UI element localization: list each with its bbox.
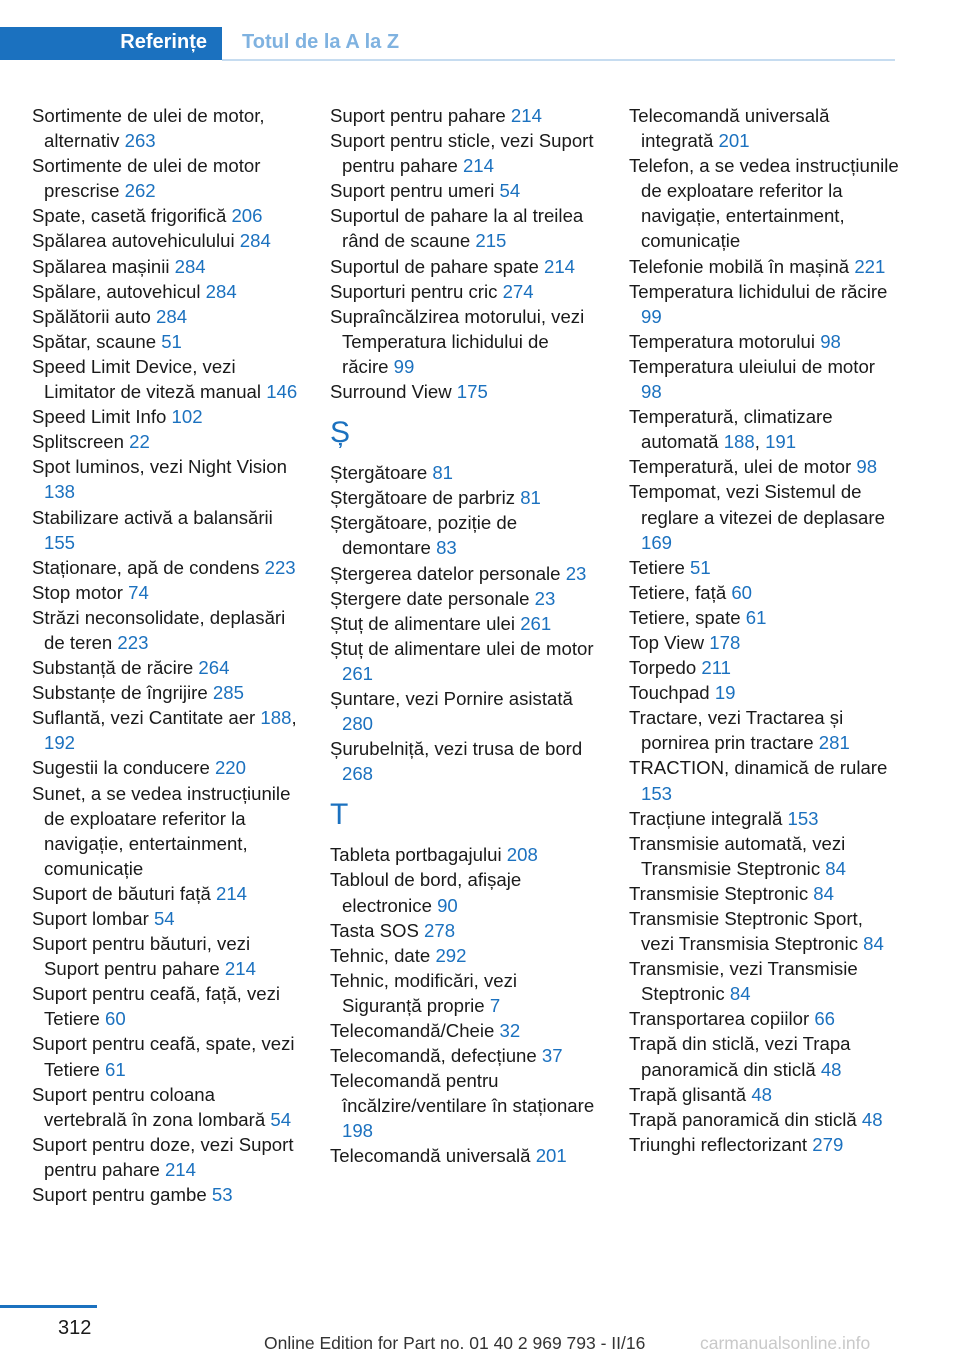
breadcrumb: Totul de la A la Z: [242, 31, 400, 53]
index-entry-text: Tetiere, spate: [629, 606, 746, 628]
page-link[interactable]: 32: [499, 1020, 521, 1041]
page-link[interactable]: 192: [44, 732, 76, 754]
index-entry-text: Supraîncălzirea motorului, vezi Temperatura lichidului de răcire: [330, 305, 585, 377]
index-entry: [32, 203, 302, 228]
index-entry: [32, 505, 302, 555]
index-entry: [629, 580, 899, 605]
page-link[interactable]: 84: [813, 882, 834, 904]
page-link[interactable]: 84: [729, 983, 751, 1005]
index-entry-text: Speed Limit Device, vezi Limitator de viteză manual: [32, 355, 267, 403]
page-link[interactable]: 214: [462, 155, 494, 177]
index-entry-text: Telecomandă pentru încălzire/ventilare în staționare: [330, 1070, 595, 1117]
page-link[interactable]: 90: [437, 894, 458, 916]
index-entry-text: Tractare, vezi Tractarea și pornirea prin tractare: [629, 707, 844, 754]
index-entry-text: Ștuț de alimentare ulei de motor: [330, 637, 594, 659]
index-entry: [32, 931, 302, 981]
index-entry: [629, 279, 899, 329]
page-link[interactable]: 263: [124, 130, 156, 152]
edition-text: Online Edition for Part no. 01 40 2 969 793 - II/16: [264, 1333, 646, 1353]
index-entry: [629, 1006, 899, 1031]
index-entry: [629, 630, 899, 655]
index-entry-text: Spătar, scaune: [32, 330, 162, 352]
page-link[interactable]: 48: [820, 1058, 842, 1080]
page-link[interactable]: 284: [156, 305, 188, 327]
index-entry-text: Transmisie, vezi Transmisie Steptronic: [629, 958, 858, 1005]
page-link[interactable]: 278: [424, 919, 456, 941]
index-entry-text: Spălarea autovehiculului: [32, 230, 240, 252]
page-link[interactable]: 54: [270, 1108, 292, 1130]
index-entry: [32, 605, 302, 655]
index-entry-text: Transmisie Steptronic Sport, vezi Transmisia Steptronic: [629, 908, 864, 955]
index-entry-text: Staționare, apă de condens: [32, 556, 265, 578]
index-entry: [32, 580, 302, 605]
index-entry: [629, 153, 899, 253]
index-entry: [330, 203, 600, 253]
index-entry-text: Tracțiune integrală: [629, 807, 788, 829]
page-link[interactable]: 264: [198, 657, 230, 679]
index-entry: [32, 329, 302, 354]
index-entry: [32, 881, 302, 906]
index-entry: [629, 705, 899, 755]
index-entry: [629, 755, 899, 805]
index-entry: [629, 605, 899, 630]
index-entry-text: Ștergerea datelor personale: [330, 562, 566, 584]
page-link[interactable]: 23: [565, 562, 587, 584]
index-entry-text: Speed Limit Info: [32, 406, 172, 428]
index-entry: [330, 943, 600, 968]
index-entry-text: Temperatura uleiului de motor: [629, 355, 875, 377]
index-entry-text: Suporturi pentru cric: [330, 280, 503, 302]
index-entry: [629, 1031, 899, 1081]
index-entry: [32, 279, 302, 304]
index-entry: [32, 1082, 302, 1132]
index-entry-text: Tableta portbagajului: [330, 844, 507, 866]
index-entry: [32, 680, 302, 705]
index-entry-text: Spot luminos, vezi Night Vision: [32, 456, 287, 478]
index-entry: [629, 1132, 899, 1157]
index-entry: [629, 479, 899, 554]
index-entry-text: Suportul de pahare spate: [330, 255, 544, 277]
page-link[interactable]: 153: [641, 782, 673, 804]
section-tab: [0, 27, 222, 60]
index-entry-text: Tehnic, date: [330, 944, 436, 966]
index-entry: [330, 1143, 600, 1168]
index-entry: [32, 103, 302, 153]
index-entry-text: Telecomandă universală integrată: [629, 105, 830, 152]
index-entry-text: Spălătorii auto: [32, 305, 157, 327]
index-entry-text: Suport pentru ceafă, față, vezi Tetiere: [32, 983, 281, 1030]
page-link[interactable]: 285: [212, 682, 244, 704]
index-entry: [629, 956, 899, 1006]
index-entry-text: Triunghi reflectorizant: [629, 1133, 813, 1155]
page-link[interactable]: 201: [718, 130, 750, 152]
index-entry-text: Ștergătoare, poziție de demontare: [330, 512, 518, 559]
page-link[interactable]: 146: [266, 381, 298, 403]
index-entry: Suflantă, vezi Cantitate aer 188, 192: [32, 707, 297, 754]
page-link[interactable]: 98: [641, 381, 662, 403]
index-entry-text: Ștergere date personale: [330, 587, 535, 609]
page-link[interactable]: 169: [641, 531, 673, 553]
index-entry-text: Spălare, autovehicul: [32, 280, 206, 302]
page-link[interactable]: 214: [164, 1158, 196, 1180]
index-entry: [330, 611, 600, 636]
page-link[interactable]: 262: [124, 180, 156, 202]
page-link[interactable]: 19: [714, 682, 736, 704]
page-link[interactable]: 84: [825, 857, 846, 879]
index-entry-text: Spate, casetă frigorifică: [32, 205, 232, 227]
index-entry: [330, 379, 600, 404]
index-entry: [330, 636, 600, 686]
page-link[interactable]: 98: [856, 456, 878, 478]
page-link[interactable]: 223: [117, 631, 149, 653]
page-link[interactable]: 54: [153, 908, 175, 929]
index-entry: [32, 454, 302, 504]
index-entry-text: Telefonie mobilă în mașină: [629, 255, 855, 277]
index-entry-text: Stop motor: [32, 581, 129, 603]
index-entry-text: Sugestii la conducere: [32, 757, 215, 779]
index-entry: [629, 831, 899, 881]
page-link[interactable]: 48: [861, 1108, 883, 1130]
index-entry: [32, 1031, 302, 1081]
index-entry-text: Substanță de răcire: [32, 657, 199, 679]
page-link[interactable]: 178: [709, 631, 741, 653]
index-entry: [629, 354, 899, 404]
footer-rule: [0, 1305, 97, 1308]
page-link[interactable]: 284: [239, 230, 271, 252]
index-entry-text: Suport pentru gambe: [32, 1184, 212, 1206]
index-entry-text: Torpedo: [629, 657, 702, 679]
index-entry: [330, 103, 600, 128]
index-entry: [32, 755, 302, 780]
index-entry: [330, 485, 600, 510]
index-entry-text: Suport de băuturi față: [32, 882, 216, 904]
index-entry: [330, 867, 600, 917]
index-entry-text: Suport pentru umeri: [330, 180, 500, 202]
page-link[interactable]: 37: [541, 1045, 563, 1067]
index-entry: [629, 1082, 899, 1107]
index-entry: [32, 228, 302, 253]
page-link[interactable]: 81: [520, 487, 541, 509]
index-entry-text: Temperatură, climatizare automată: [629, 406, 833, 453]
index-entry-text: Tehnic, modificări, vezi Siguranță proprie: [330, 969, 518, 1016]
page-link[interactable]: 66: [814, 1008, 836, 1030]
index-entry: [330, 686, 600, 736]
page-link[interactable]: 155: [44, 531, 76, 553]
index-entry: Temperatură, climatizare automată 188, 191: [629, 406, 833, 453]
page-link[interactable]: 214: [543, 255, 576, 277]
index-entry-text: Șuntare, vezi Pornire asistată: [330, 687, 573, 709]
page-link[interactable]: 23: [534, 587, 556, 609]
index-entry: [330, 586, 600, 611]
page-link[interactable]: 279: [812, 1133, 844, 1155]
page-link[interactable]: 261: [520, 612, 552, 634]
index-entry-text: Sortimente de ulei de motor, alternativ: [32, 105, 265, 152]
page-link[interactable]: 81: [432, 462, 454, 484]
index-entry-text: Suport pentru pahare: [330, 105, 511, 126]
index-entry: [330, 304, 600, 379]
index-entry-text: Trapă glisantă: [629, 1083, 752, 1105]
index-entry: [330, 561, 600, 586]
page-link[interactable]: 215: [475, 230, 507, 252]
index-entry: [629, 329, 899, 354]
index-entry-text: Șurubelniță, vezi trusa de bord: [330, 738, 583, 760]
index-entry: [629, 555, 899, 580]
page-link[interactable]: 99: [641, 305, 662, 327]
page-link[interactable]: 99: [393, 355, 415, 377]
index-entry-text: Temperatura motorului: [629, 330, 821, 352]
page-link[interactable]: 206: [231, 205, 263, 227]
index-entry-text: Ștergătoare: [330, 462, 433, 484]
index-entry-text: Tetiere: [629, 556, 690, 578]
page-link[interactable]: 280: [342, 713, 374, 735]
index-entry: [32, 655, 302, 680]
page-link[interactable]: 281: [818, 732, 850, 754]
index-entry-text: Temperatura lichidului de răcire: [629, 280, 888, 302]
index-entry: [629, 906, 899, 956]
index-entry: [629, 254, 899, 279]
index-entry-text: Spălarea mașinii: [32, 255, 175, 277]
page-number: 312: [58, 1317, 92, 1339]
index-entry-text: Tasta SOS: [330, 919, 425, 941]
index-entry-text: Străzi neconsolidate, deplasări de teren: [32, 606, 286, 653]
page-link[interactable]: 214: [216, 882, 248, 904]
page-link[interactable]: 153: [787, 807, 819, 829]
index-entry-text: Transportarea copiilor: [629, 1008, 815, 1030]
index-entry: [629, 680, 899, 705]
index-entry-text: Substanțe de îngrijire: [32, 682, 213, 704]
index-entry: [32, 981, 302, 1031]
page-link[interactable]: 60: [731, 581, 753, 603]
index-entry-text: Splitscreen: [32, 431, 130, 453]
index-entry: [629, 454, 899, 479]
index-entry: [32, 1182, 302, 1207]
index-entry-text: Suport pentru coloana vertebrală în zona lombară: [32, 1083, 271, 1130]
index-entry-text: Suflantă, vezi Cantitate aer: [32, 707, 261, 729]
index-entry-text: Touchpad: [629, 682, 715, 704]
index-entry-text: Telefon, a se vedea instrucțiunile de exploatare referitor la navigație, entertainment, comunicație: [629, 155, 899, 252]
index-entry: [629, 103, 899, 153]
index-entry: [32, 906, 302, 931]
index-entry-text: Top View: [629, 631, 710, 653]
page-link[interactable]: 102: [171, 406, 203, 428]
index-entry: [330, 968, 600, 1018]
page-link[interactable]: 223: [264, 556, 296, 578]
page-link[interactable]: 83: [436, 537, 457, 559]
index-entry-text: Sunet, a se vedea instrucțiunile de exploatare referitor la navigație, entertainment, comunicație: [32, 782, 291, 879]
index-entry: [32, 429, 302, 454]
index-entry: [32, 354, 302, 404]
index-entry-text: Telecomandă/Cheie: [330, 1020, 500, 1041]
page-link[interactable]: 98: [820, 330, 841, 352]
index-entry: [629, 1107, 899, 1132]
index-entry: [32, 781, 302, 881]
index-entry: [32, 153, 302, 203]
index-entry: [330, 918, 600, 943]
index-section-heading: T: [330, 798, 349, 832]
index-entry: [330, 460, 600, 485]
index-entry-text: Suportul de pahare la al treilea rând de scaune: [330, 205, 584, 252]
page-link[interactable]: 48: [751, 1083, 772, 1105]
section-title: Referințe: [120, 31, 207, 53]
index-entry-text: Ștuț de alimentare ulei: [330, 612, 521, 634]
index-entry-text: Surround View: [330, 381, 457, 403]
page-link[interactable]: 191: [765, 431, 797, 453]
header-rule: [222, 59, 895, 61]
index-entry-text: Telecomandă, defecțiune: [330, 1045, 542, 1067]
index-entry: [629, 806, 899, 831]
index-entry: [32, 555, 302, 580]
index-entry: [629, 881, 899, 906]
page-link[interactable]: 60: [104, 1008, 126, 1030]
page-link[interactable]: 214: [510, 105, 542, 126]
index-entry-text: TRACTION, dinamică de rulare: [629, 757, 888, 779]
page-link[interactable]: 201: [535, 1145, 567, 1167]
page-link[interactable]: 138: [44, 481, 76, 503]
page-link[interactable]: 261: [342, 662, 374, 684]
page-link[interactable]: 74: [128, 581, 149, 603]
index-entry: [330, 178, 600, 203]
page-link[interactable]: 7: [489, 994, 501, 1016]
index-entry: [330, 736, 600, 786]
page-link[interactable]: 53: [211, 1184, 233, 1206]
page-link[interactable]: 284: [205, 280, 237, 302]
index-entry-text: Stabilizare activă a balansării: [32, 506, 273, 528]
index-entry-text: Trapă panoramică din sticlă: [629, 1108, 862, 1130]
page-link[interactable]: 220: [214, 757, 246, 779]
index-column-2: [330, 103, 600, 1169]
index-entry-text: Transmisie Steptronic: [629, 882, 814, 904]
watermark: carmanualsonline.info: [700, 1333, 871, 1353]
index-column-3: [629, 103, 899, 1157]
index-entry-text: Trapă din sticlă, vezi Trapa panoramică din sticlă: [629, 1033, 851, 1080]
index-entry-text: Transmisie automată, vezi Transmisie Steptronic: [629, 832, 846, 879]
index-entry: [330, 510, 600, 560]
page-link[interactable]: 284: [174, 255, 206, 277]
index-entry: [32, 304, 302, 329]
index-entry: [330, 1068, 600, 1143]
index-column-1: [32, 103, 302, 1207]
index-entry-text: Suport pentru ceafă, spate, vezi Tetiere: [32, 1033, 295, 1080]
index-entry: [32, 1132, 302, 1182]
index-entry: [330, 842, 600, 867]
page-link[interactable]: 292: [435, 944, 467, 966]
index-entry: [330, 128, 600, 178]
page-link[interactable]: 198: [342, 1120, 374, 1142]
page-link[interactable]: 211: [701, 657, 732, 679]
index-entry-text: Suport pentru doze, vezi Suport pentru pahare: [32, 1133, 294, 1180]
page-link[interactable]: 61: [745, 606, 767, 628]
page-link[interactable]: 22: [129, 431, 150, 453]
index-entry: [330, 254, 600, 279]
index-entry-text: Telecomandă universală: [330, 1145, 536, 1167]
page-link[interactable]: 175: [456, 381, 488, 403]
page-link[interactable]: 221: [854, 255, 886, 277]
index-entry: [330, 1043, 600, 1068]
page-link[interactable]: 51: [689, 556, 711, 578]
page-link[interactable]: 188: [723, 431, 755, 453]
index-entry: [32, 254, 302, 279]
index-entry-text: Suport pentru sticle, vezi Suport pentru pahare: [330, 130, 594, 177]
page-link[interactable]: 208: [506, 844, 538, 866]
page-link[interactable]: 188: [260, 707, 292, 729]
index-entry: [32, 404, 302, 429]
index-entry-text: Ștergătoare de parbriz: [330, 487, 521, 509]
index-section-heading: Ș: [330, 416, 351, 450]
page-link[interactable]: 268: [342, 763, 374, 785]
index-entry-text: Tabloul de bord, afișaje electronice: [330, 869, 522, 916]
index-entry-text: Tempomat, vezi Sistemul de reglare a vitezei de deplasare: [629, 481, 885, 528]
index-entry-text: Suport lombar: [32, 908, 154, 929]
page-link[interactable]: 51: [161, 330, 182, 352]
page-header: [0, 27, 895, 60]
page-link[interactable]: 214: [224, 958, 256, 980]
page-link[interactable]: 84: [863, 933, 884, 955]
page-link[interactable]: 274: [502, 280, 534, 302]
index-entry: [629, 655, 899, 680]
page-link[interactable]: 54: [499, 180, 521, 202]
index-entry-text: Suport pentru băuturi, vezi Suport pentru pahare: [32, 933, 251, 980]
index-entry-text: Sortimente de ulei de motor prescrise: [32, 155, 261, 202]
index-entry-text: Tetiere, față: [629, 581, 732, 603]
index-entry-text: Temperatură, ulei de motor: [629, 456, 857, 478]
page-link[interactable]: 61: [104, 1058, 126, 1080]
index-entry: [330, 279, 600, 304]
index-entry: [330, 1018, 600, 1043]
